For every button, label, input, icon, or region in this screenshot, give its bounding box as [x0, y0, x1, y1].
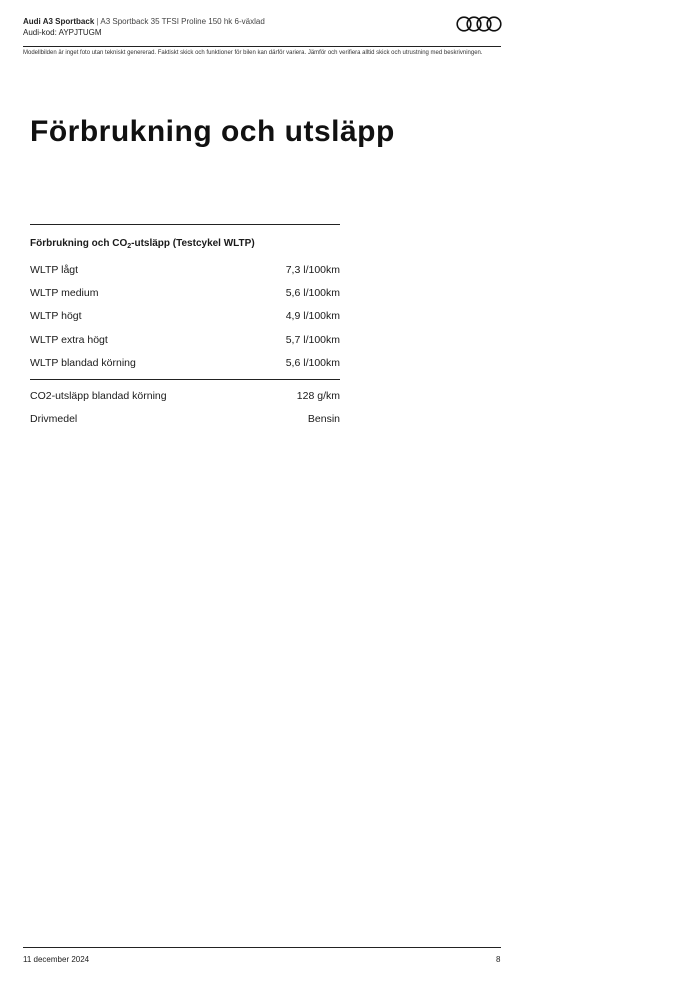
header-separator: |: [96, 17, 99, 26]
footer-divider: [23, 947, 501, 948]
row-value: 5,7 l/100km: [285, 333, 340, 346]
row-label: WLTP högt: [30, 310, 82, 323]
disclaimer-text: Modellbilden är inget foto utan tekniskt genererad. Faktiskt skick och funktioner för bilen kan därför variera. Jämför och verifiera alltid skick och utrustning med beskrivningen.: [23, 50, 483, 56]
header-audi-code: Audi-kod: AYPJTUGM: [23, 28, 102, 37]
header-variant: A3 Sportback 35 TFSI Proline 150 hk 6-växlad: [100, 17, 265, 26]
table-top-divider: [30, 224, 340, 225]
row-label: WLTP extra högt: [30, 333, 108, 346]
table-row: [30, 305, 340, 328]
heading-part-1: Förbrukning och CO: [30, 238, 128, 249]
consumption-table: [30, 224, 340, 431]
heading-subscript: 2: [127, 243, 132, 250]
heading-part-2: -utsläpp (Testcykel WLTP): [131, 238, 255, 249]
audi-rings-logo: [456, 15, 502, 33]
consumption-heading: [30, 237, 340, 254]
header-divider: [23, 46, 501, 47]
table-row: [30, 408, 340, 431]
table-row: [30, 351, 340, 374]
table-row: [30, 281, 340, 304]
page-number: 8: [496, 955, 501, 964]
row-value: 7,3 l/100km: [285, 263, 340, 276]
row-value: 128 g/km: [296, 390, 340, 403]
row-value: 4,9 l/100km: [285, 310, 340, 323]
footer-date: 11 december 2024: [23, 955, 90, 964]
table-row: [30, 258, 340, 281]
row-label: CO2-utsläpp blandad körning: [30, 390, 167, 403]
table-row: [30, 328, 340, 351]
row-label: WLTP lågt: [30, 263, 79, 276]
row-value: Bensin: [307, 413, 340, 426]
row-label: WLTP blandad körning: [30, 356, 136, 369]
row-label: WLTP medium: [30, 286, 99, 299]
table-row: [30, 384, 340, 407]
document-header: [23, 16, 501, 38]
row-label: Drivmedel: [30, 413, 78, 426]
header-model-line: [23, 16, 501, 27]
table-mid-divider: [30, 379, 340, 380]
header-model: Audi A3 Sportback: [23, 17, 95, 26]
row-value: 5,6 l/100km: [285, 356, 340, 369]
row-value: 5,6 l/100km: [285, 286, 340, 299]
page-title: Förbrukning och utsläpp: [30, 115, 395, 148]
